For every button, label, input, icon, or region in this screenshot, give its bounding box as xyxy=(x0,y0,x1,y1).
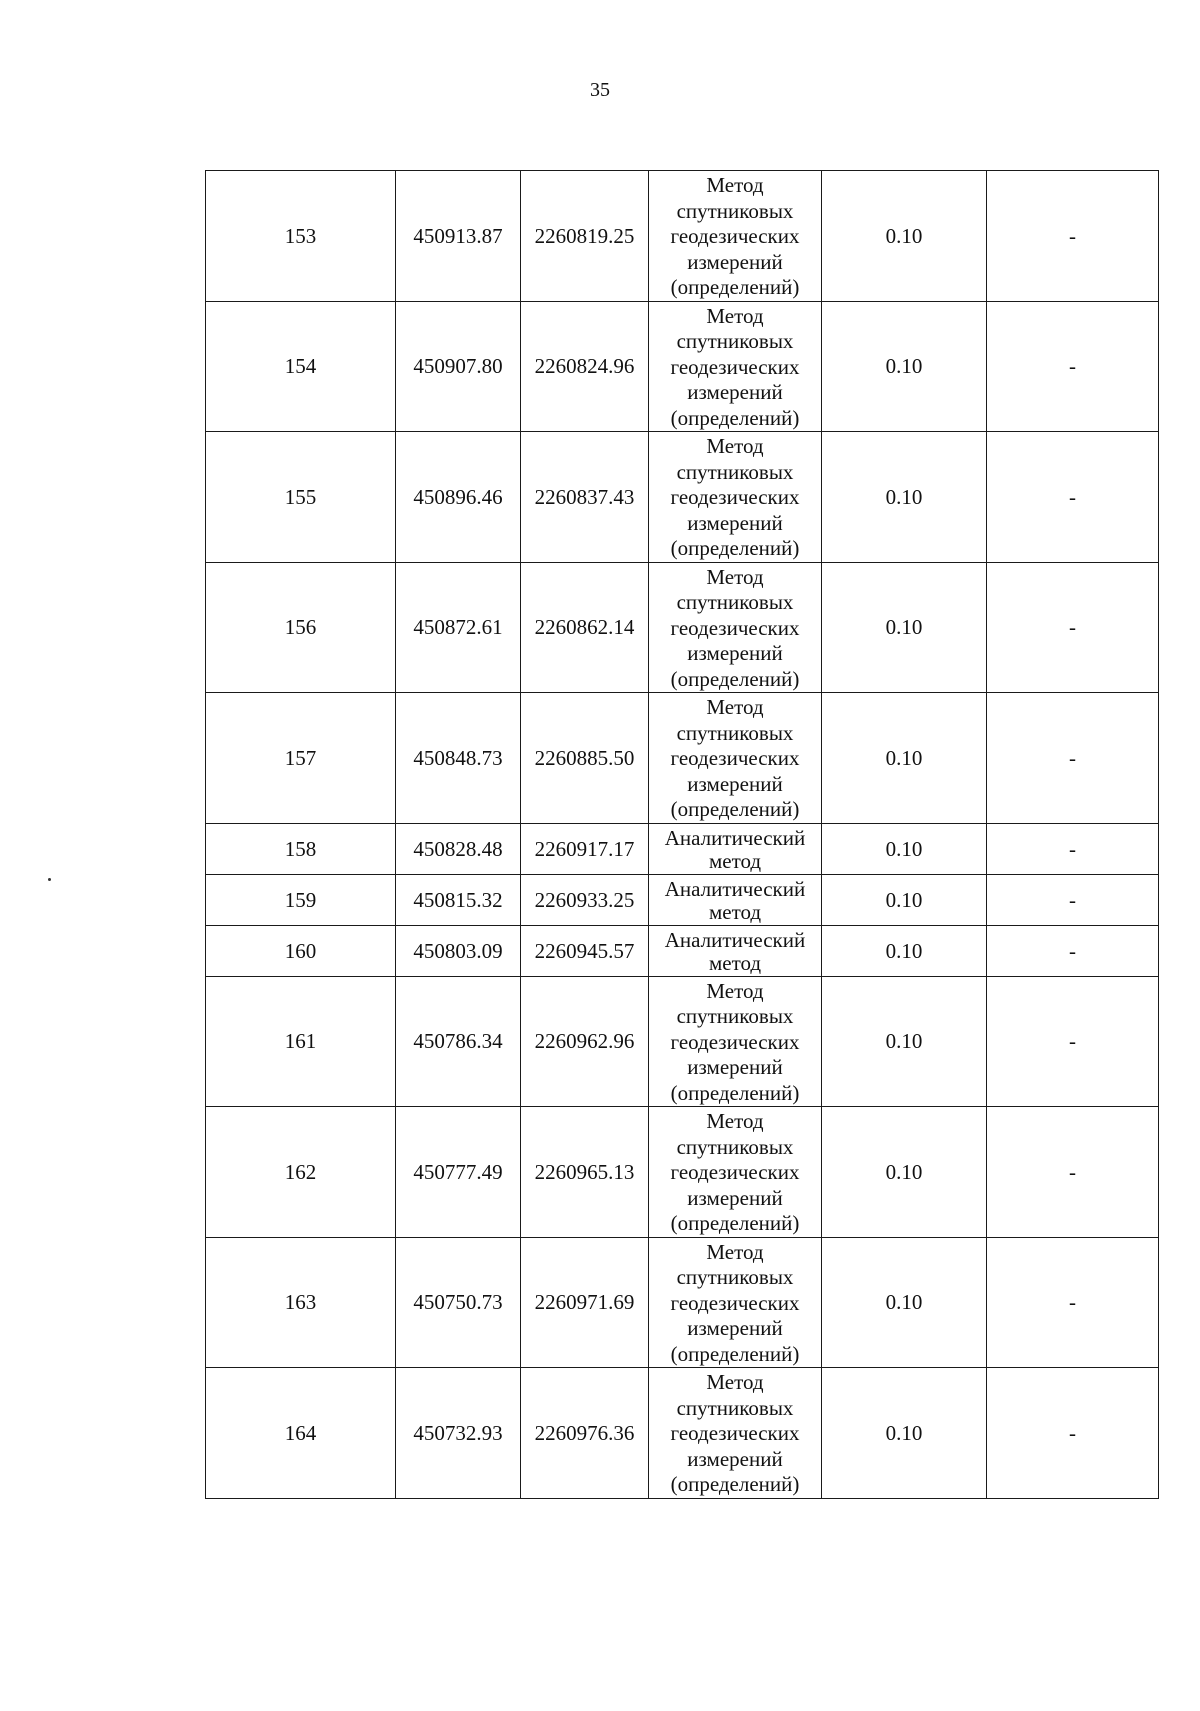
x-coordinate-cell: 450896.46 xyxy=(396,432,521,563)
method-cell: Метод спутниковых геодезических измерений (определений) xyxy=(649,1237,822,1368)
method-cell: Метод спутниковых геодезических измерений (определений) xyxy=(649,562,822,693)
note-cell: - xyxy=(987,976,1159,1107)
accuracy-cell: 0.10 xyxy=(822,925,987,976)
table-row xyxy=(206,432,1159,563)
note-cell: - xyxy=(987,1237,1159,1368)
y-coordinate-cell: 2260837.43 xyxy=(521,432,649,563)
point-number-cell: 159 xyxy=(206,874,396,925)
y-coordinate-cell: 2260962.96 xyxy=(521,976,649,1107)
point-number-cell: 163 xyxy=(206,1237,396,1368)
x-coordinate-cell: 450815.32 xyxy=(396,874,521,925)
method-cell: Метод спутниковых геодезических измерений (определений) xyxy=(649,976,822,1107)
accuracy-cell: 0.10 xyxy=(822,171,987,302)
method-cell: Метод спутниковых геодезических измерений (определений) xyxy=(649,693,822,824)
method-cell: Аналитический метод xyxy=(649,925,822,976)
x-coordinate-cell: 450732.93 xyxy=(396,1368,521,1499)
method-cell: Аналитический метод xyxy=(649,874,822,925)
point-number-cell: 153 xyxy=(206,171,396,302)
point-number-cell: 156 xyxy=(206,562,396,693)
table-row xyxy=(206,1237,1159,1368)
accuracy-cell: 0.10 xyxy=(822,1237,987,1368)
point-number-cell: 164 xyxy=(206,1368,396,1499)
y-coordinate-cell: 2260965.13 xyxy=(521,1107,649,1238)
point-number-cell: 154 xyxy=(206,301,396,432)
table-row xyxy=(206,976,1159,1107)
method-cell: Аналитический метод xyxy=(649,823,822,874)
y-coordinate-cell: 2260885.50 xyxy=(521,693,649,824)
coordinates-table xyxy=(205,170,1159,1499)
accuracy-cell: 0.10 xyxy=(822,1368,987,1499)
table-row xyxy=(206,874,1159,925)
note-cell: - xyxy=(987,925,1159,976)
y-coordinate-cell: 2260933.25 xyxy=(521,874,649,925)
method-cell: Метод спутниковых геодезических измерений (определений) xyxy=(649,1368,822,1499)
y-coordinate-cell: 2260819.25 xyxy=(521,171,649,302)
note-cell: - xyxy=(987,171,1159,302)
accuracy-cell: 0.10 xyxy=(822,562,987,693)
accuracy-cell: 0.10 xyxy=(822,823,987,874)
point-number-cell: 158 xyxy=(206,823,396,874)
y-coordinate-cell: 2260862.14 xyxy=(521,562,649,693)
x-coordinate-cell: 450777.49 xyxy=(396,1107,521,1238)
note-cell: - xyxy=(987,1368,1159,1499)
x-coordinate-cell: 450750.73 xyxy=(396,1237,521,1368)
table-row xyxy=(206,562,1159,693)
x-coordinate-cell: 450786.34 xyxy=(396,976,521,1107)
table-body xyxy=(206,171,1159,1499)
note-cell: - xyxy=(987,823,1159,874)
page-number: 35 xyxy=(590,79,610,101)
note-cell: - xyxy=(987,301,1159,432)
table-row xyxy=(206,693,1159,824)
note-cell: - xyxy=(987,1107,1159,1238)
y-coordinate-cell: 2260945.57 xyxy=(521,925,649,976)
table-row xyxy=(206,301,1159,432)
x-coordinate-cell: 450803.09 xyxy=(396,925,521,976)
accuracy-cell: 0.10 xyxy=(822,301,987,432)
table-row xyxy=(206,925,1159,976)
x-coordinate-cell: 450848.73 xyxy=(396,693,521,824)
table-row xyxy=(206,823,1159,874)
table-row xyxy=(206,171,1159,302)
point-number-cell: 161 xyxy=(206,976,396,1107)
y-coordinate-cell: 2260976.36 xyxy=(521,1368,649,1499)
scan-speck xyxy=(48,878,51,881)
method-cell: Метод спутниковых геодезических измерений (определений) xyxy=(649,1107,822,1238)
accuracy-cell: 0.10 xyxy=(822,874,987,925)
note-cell: - xyxy=(987,693,1159,824)
table-row xyxy=(206,1107,1159,1238)
note-cell: - xyxy=(987,562,1159,693)
accuracy-cell: 0.10 xyxy=(822,1107,987,1238)
point-number-cell: 157 xyxy=(206,693,396,824)
point-number-cell: 160 xyxy=(206,925,396,976)
point-number-cell: 155 xyxy=(206,432,396,563)
method-cell: Метод спутниковых геодезических измерений (определений) xyxy=(649,432,822,563)
accuracy-cell: 0.10 xyxy=(822,432,987,563)
point-number-cell: 162 xyxy=(206,1107,396,1238)
note-cell: - xyxy=(987,874,1159,925)
x-coordinate-cell: 450913.87 xyxy=(396,171,521,302)
y-coordinate-cell: 2260917.17 xyxy=(521,823,649,874)
y-coordinate-cell: 2260971.69 xyxy=(521,1237,649,1368)
method-cell: Метод спутниковых геодезических измерений (определений) xyxy=(649,171,822,302)
x-coordinate-cell: 450907.80 xyxy=(396,301,521,432)
x-coordinate-cell: 450828.48 xyxy=(396,823,521,874)
method-cell: Метод спутниковых геодезических измерений (определений) xyxy=(649,301,822,432)
note-cell: - xyxy=(987,432,1159,563)
table-row xyxy=(206,1368,1159,1499)
x-coordinate-cell: 450872.61 xyxy=(396,562,521,693)
accuracy-cell: 0.10 xyxy=(822,976,987,1107)
accuracy-cell: 0.10 xyxy=(822,693,987,824)
y-coordinate-cell: 2260824.96 xyxy=(521,301,649,432)
